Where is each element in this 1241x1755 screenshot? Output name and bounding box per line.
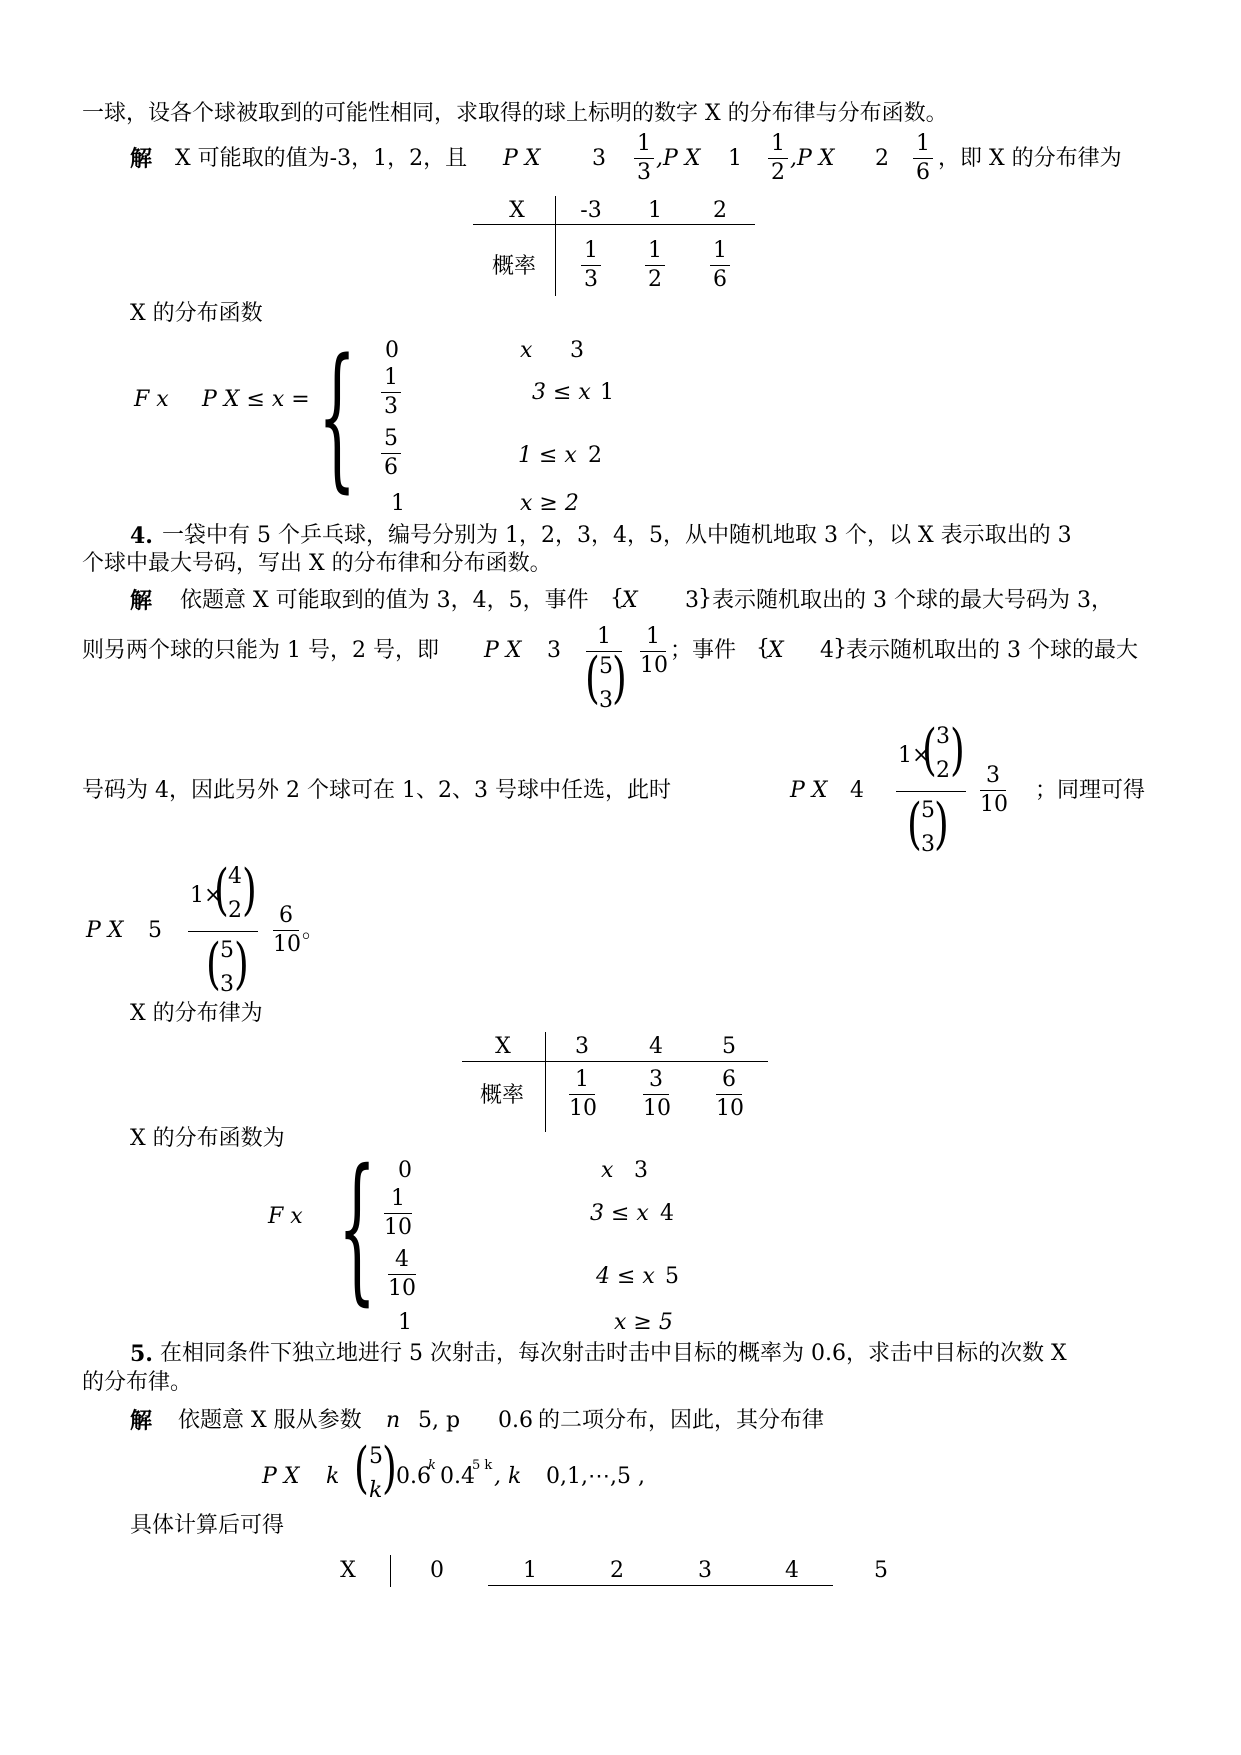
cdf2-row-fraction: 1 10 xyxy=(384,1186,412,1240)
prob-formula-c-value: 2 xyxy=(875,146,889,171)
cdf2-left-brace: { xyxy=(338,1136,377,1323)
table3-value: 2 xyxy=(610,1558,624,1583)
binom53-paren-left: ( xyxy=(206,931,221,996)
pmf-binom-paren-right: ) xyxy=(382,1435,397,1500)
binom42-paren-left: ( xyxy=(214,857,229,922)
binom5-paren-left: ( xyxy=(907,791,922,856)
binom5c3-bottom: 3 xyxy=(921,832,935,857)
problem5-text-line1: 在相同条件下独立地进行 5 次射击，每次射击时击中目标的概率为 0.6，求击中目标的次数 X xyxy=(160,1341,1067,1366)
cdf2-row-cond-value: 3 xyxy=(634,1158,648,1183)
cdf1-row-cond: 1 ≤ x xyxy=(518,443,577,468)
problem4-solution-line1: 依题意 X 可能取到的值为 3，4，5，事件 xyxy=(180,588,589,613)
problem4-solution-line1-tail: 表示随机取出的 3 个球的最大号码为 3， xyxy=(712,588,1113,613)
binom42-bottom: 2 xyxy=(228,898,242,923)
cdf-label-1: X 的分布函数 xyxy=(130,301,263,326)
cdf1-row-cond: x xyxy=(520,338,533,363)
table1-prob-label: 概率 xyxy=(492,254,537,279)
binom53-bottom: 3 xyxy=(220,972,234,997)
table3-vertical-rule xyxy=(390,1555,391,1587)
param-n-value: 5, p xyxy=(418,1408,461,1433)
binom4-paren-right: ) xyxy=(950,717,965,782)
table1-vertical-rule xyxy=(555,196,556,296)
pmf-term2: 0.4 xyxy=(440,1464,475,1489)
table2-x-label: X xyxy=(495,1034,511,1059)
table2-value: 5 xyxy=(722,1034,736,1059)
problem5-text-line2: 的分布律。 xyxy=(82,1370,193,1395)
px4-lhs: P X xyxy=(790,778,828,803)
prob-formula-c: ,P X xyxy=(790,146,835,171)
cdf1-row-fraction: 5 6 xyxy=(381,428,401,479)
cdf1-mid: P X ≤ x = xyxy=(202,387,310,412)
problem4-solution-line2-tail: 表示随机取出的 3 个球的最大 xyxy=(846,638,1138,663)
cdf2-row-cond: 4 ≤ x xyxy=(596,1264,655,1289)
problem4-solution-line3: 号码为 4，因此另外 2 个球可在 1、2、3 号球中任选，此时 xyxy=(82,778,671,803)
pmf-exp2: 5 k xyxy=(472,1458,493,1473)
prob-formula-b: ,P X xyxy=(656,146,701,171)
cdf-label-2: X 的分布函数为 xyxy=(130,1126,285,1151)
event-3-value: 3 xyxy=(685,588,699,613)
table1-prob: 1 6 xyxy=(710,240,730,291)
problem5-solution-line1: 依题意 X 服从参数 xyxy=(178,1408,362,1433)
cdf1-row-fraction: 1 3 xyxy=(381,367,401,418)
pmf-range: 0,1,⋯,5 , xyxy=(546,1464,645,1489)
event4-open-brace: { xyxy=(756,636,770,661)
binom4-top: 3 xyxy=(936,724,950,749)
cdf1-row-cond-value: 3 xyxy=(570,338,584,363)
pmf-binom-bottom: k xyxy=(369,1478,383,1503)
px4-value: 4 xyxy=(850,778,864,803)
pmf-lhs: P X xyxy=(262,1464,300,1489)
table3-value: 5 xyxy=(874,1558,888,1583)
event4-close-brace: } xyxy=(833,636,847,661)
problem5-solution-line1-tail: 的二项分布，因此，其分布律 xyxy=(538,1408,825,1433)
event-4-var: X xyxy=(768,638,784,663)
cdf1-row-cond-value: 2 xyxy=(588,443,602,468)
table1-value: 1 xyxy=(648,198,662,223)
cdf2-row-cond: x xyxy=(601,1158,614,1183)
problem3-solution-tail: ，即 X 的分布律为 xyxy=(938,146,1122,171)
table1-prob: 1 2 xyxy=(645,240,665,291)
problem5-number: 5. xyxy=(130,1341,153,1367)
event-3-var: X xyxy=(622,588,638,613)
problem3-intro: 一球，设各个球被取到的可能性相同，求取得的球上标明的数字 X 的分布律与分布函数。 xyxy=(82,101,948,126)
prob-formula-a: P X xyxy=(503,146,541,171)
table2-divider xyxy=(462,1061,768,1062)
pmf-k-comma: , k xyxy=(494,1464,522,1489)
pmf-exp1: k xyxy=(428,1458,436,1473)
cdf2-row-cond: 3 ≤ x xyxy=(590,1201,649,1226)
binom5c3-top: 5 xyxy=(921,798,935,823)
prob-formula-b-value: 1 xyxy=(728,146,742,171)
prob-fraction-b: 1 2 xyxy=(768,133,788,184)
cdf2-row-cond-value: 5 xyxy=(665,1264,679,1289)
law-label-2: X 的分布律为 xyxy=(130,1001,263,1026)
px3-lhs: P X xyxy=(484,638,522,663)
table3-divider xyxy=(488,1585,833,1586)
problem4-solution-line2: 则另两个球的只能为 1 号，2 号，即 xyxy=(82,638,439,663)
binom4-bottom: 2 xyxy=(936,758,950,783)
problem4-number: 4. xyxy=(130,523,153,549)
cdf1-lhs: F x xyxy=(134,387,169,412)
px4-coef: 1× xyxy=(898,743,931,768)
table1-divider xyxy=(473,224,755,225)
pmf-binom-top: 5 xyxy=(369,1444,383,1469)
table3-value: 1 xyxy=(523,1558,537,1583)
table1-value: 2 xyxy=(713,198,727,223)
problem4-solution-line3-tail: ；同理可得 xyxy=(1035,778,1146,803)
table1-value: -3 xyxy=(580,198,602,223)
table2-value: 4 xyxy=(649,1034,663,1059)
problem4-solution-label: 解 xyxy=(130,588,153,614)
pmf-binom-paren-left: ( xyxy=(354,1435,369,1500)
cdf2-row-value: 0 xyxy=(398,1158,412,1183)
cdf1-row-cond: 3 ≤ x xyxy=(532,380,591,405)
cdf1-left-brace: { xyxy=(318,327,357,509)
event-close-brace: } xyxy=(698,586,712,611)
px5-value: 5 xyxy=(148,918,162,943)
prob-fraction-c: 1 6 xyxy=(913,133,933,184)
after-calc-label: 具体计算后可得 xyxy=(130,1513,285,1538)
table1-prob: 1 3 xyxy=(581,240,601,291)
param-n: n xyxy=(386,1408,401,1433)
cdf2-row-fraction: 4 10 xyxy=(388,1247,416,1301)
binom4-paren-left: ( xyxy=(922,717,937,782)
px3-result: 1 10 xyxy=(640,624,668,678)
event-4-value: 4 xyxy=(820,638,834,663)
table2-prob-label: 概率 xyxy=(480,1083,525,1108)
table2-vertical-rule xyxy=(545,1032,546,1132)
px5-lhs: P X xyxy=(86,918,124,943)
pmf-term1: 0.6 xyxy=(396,1464,431,1489)
problem4-solution-line2-mid: ；事件 xyxy=(670,638,737,663)
px5-result: 6 10 xyxy=(273,903,301,957)
cdf2-lhs: F x xyxy=(268,1204,303,1229)
cdf1-row-cond: x ≥ 2 xyxy=(520,491,579,516)
binom42-top: 4 xyxy=(228,864,242,889)
problem4-text-line2: 个球中最大号码，写出 X 的分布律和分布函数。 xyxy=(82,551,552,576)
binom-bottom: 3 xyxy=(599,688,613,713)
problem3-solution-label: 解 xyxy=(130,146,153,172)
table2-prob: 6 10 xyxy=(716,1067,744,1121)
table2-prob: 1 10 xyxy=(569,1067,597,1121)
cdf2-row-value: 1 xyxy=(398,1310,412,1335)
binom53-top: 5 xyxy=(220,938,234,963)
binom5-paren-right: ) xyxy=(934,791,949,856)
prob-fraction-a: 1 3 xyxy=(634,133,654,184)
problem5-solution-label: 解 xyxy=(130,1408,153,1434)
binom-paren-left: ( xyxy=(585,645,600,710)
table1-x-label: X xyxy=(509,198,525,223)
table3-value: 0 xyxy=(430,1558,444,1583)
table2-prob: 3 10 xyxy=(643,1067,671,1121)
cdf1-row-cond-value: 1 xyxy=(600,380,614,405)
table3-x-label: X xyxy=(340,1558,356,1583)
binom-paren-right: ) xyxy=(612,645,627,710)
event-open-brace: { xyxy=(610,586,624,611)
px3-fraction: 1 xyxy=(586,626,622,677)
cdf2-row-cond-value: 4 xyxy=(660,1201,674,1226)
px3-value: 3 xyxy=(547,638,561,663)
prob-formula-a-value: 3 xyxy=(592,146,606,171)
table2-value: 3 xyxy=(575,1034,589,1059)
px5-period: 。 xyxy=(302,918,325,943)
px4-result: 3 10 xyxy=(980,763,1008,817)
problem4-text-line1: 一袋中有 5 个乒乓球，编号分别为 1，2，3，4，5，从中随机地取 3 个，以 X 表示取出的 3 xyxy=(162,523,1072,548)
pmf-k: k xyxy=(326,1464,340,1489)
table3-value: 3 xyxy=(698,1558,712,1583)
cdf2-row-cond: x ≥ 5 xyxy=(614,1310,673,1335)
binom53-paren-right: ) xyxy=(234,931,249,996)
px5-coef: 1× xyxy=(190,883,223,908)
cdf1-row-value: 1 xyxy=(391,491,405,516)
param-p-value: 0.6 xyxy=(498,1408,533,1433)
table3-value: 4 xyxy=(785,1558,799,1583)
binom42-paren-right: ) xyxy=(242,857,257,922)
problem3-solution-text: X 可能取的值为-3，1，2，且 xyxy=(175,146,468,171)
binom-top: 5 xyxy=(599,654,613,679)
cdf1-row-value: 0 xyxy=(385,338,399,363)
